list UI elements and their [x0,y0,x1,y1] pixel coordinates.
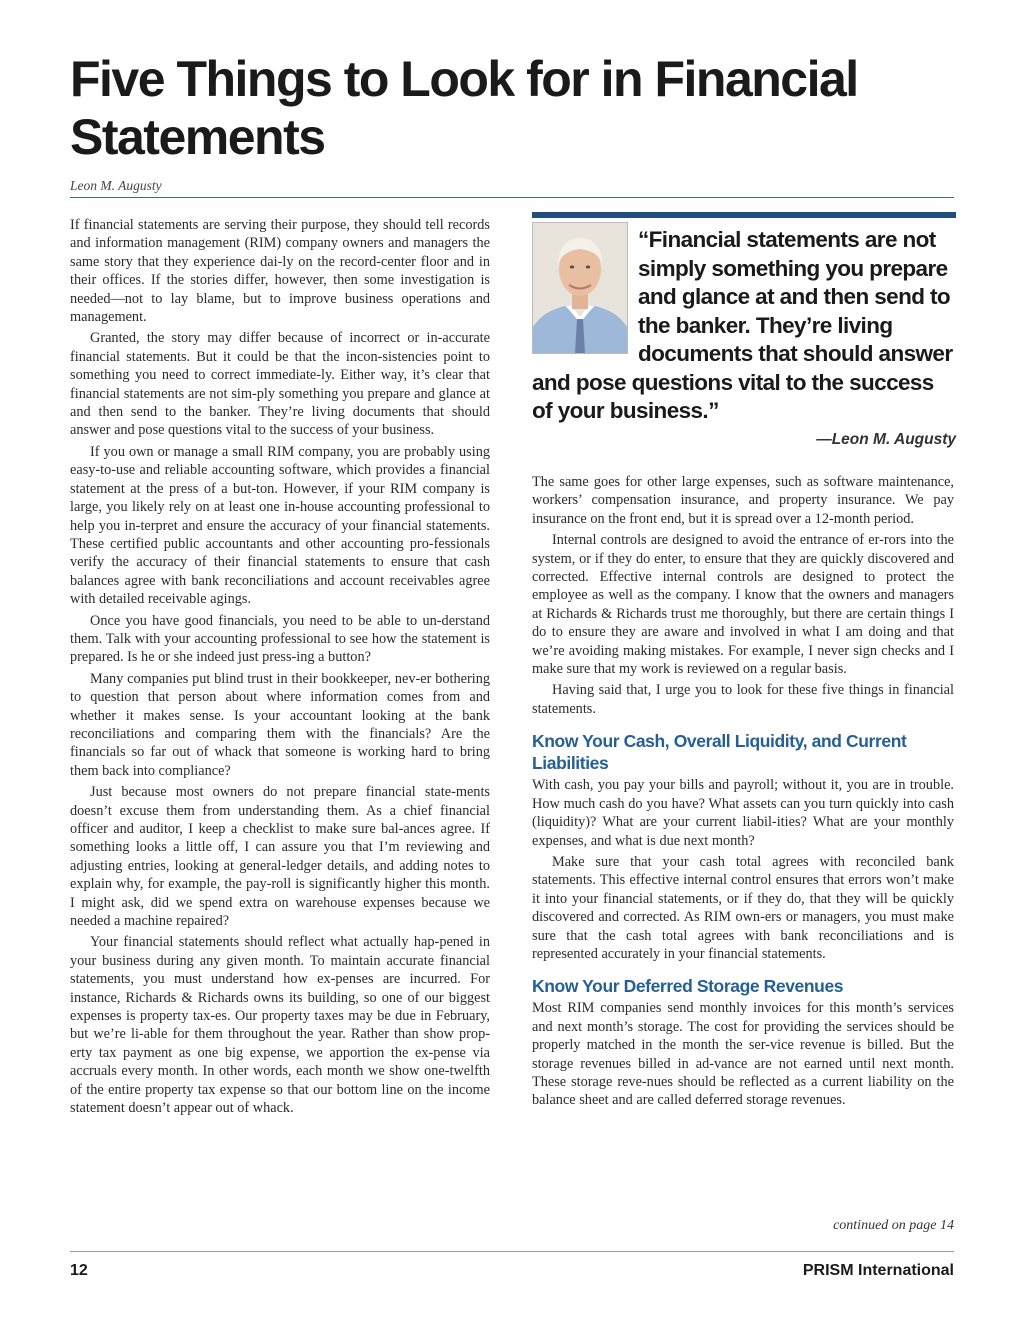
paragraph: If financial statements are serving their purpose, they should tell records and information management (RIM) company owners and managers the same story that they experience dai-ly on the record-center floor and in their offices. If the stories differ, however, then some investigation is needed—not to lay blame, but to improve business operations and management. [70,217,490,326]
paragraph: The same goes for other large expenses, such as software maintenance, workers’ compensation insurance, and property insurance. We pay insurance on the front end, but it is spread over a 12-month period. [532,474,954,527]
section-heading: Know Your Deferred Storage Revenues [532,976,844,997]
title-rule [70,197,954,198]
paragraph: Most RIM companies send monthly invoices for this month’s services and next month’s storage. The cost for providing the services should be properly matched in the month the ser-vice revenue is billed. But the storage revenues billed in ad-vance are not earned until next month. These storage reve-nues should be reflected as a current liability on the balance sheet and are called deferred storage revenues. [532,1000,954,1109]
paragraph: Internal controls are designed to avoid the entrance of er-rors into the system, or if they do enter, to ensure that they are quickly discovered and corrected. Effective internal controls are designed to protect the employee as well as the company. I know that the owners and managers at Richards & Richards trust me thoroughly, but there are certain things I do to ensure they are aware and involved in what I am doing and that we’re avoiding making mistakes. For example, I never sign checks and I make sure that my work is reviewed on a regular basis. [532,532,954,678]
pull-quote-attribution: —Leon M. Augusty [816,431,956,448]
article-title: Five Things to Look for in Financial Statements [70,51,858,165]
pull-quote-bar [532,212,956,218]
byline: Leon M. Augusty [70,178,162,193]
continued-note: continued on page 14 [833,1218,954,1233]
paragraph: Once you have good financials, you need to be able to un-derstand them. Talk with your accounting professional to see how the statement is prepared. Is he or she indeed just press-ing a button? [70,612,490,666]
publication-name: PRISM International [802,1262,954,1279]
paragraph: With cash, you pay your bills and payroll; without it, you are in trouble. How much cash do you have? What assets can you turn quickly into cash (liquidity)? What are your current liabil-ities? What are your monthly expenses, and what is due next month? [532,777,954,849]
paragraph: Your financial statements should reflect what actually hap-pened in your business during any given month. To maintain accurate financial statements, you must understand how ex-penses are incurred. For instance, Richards & Richards owns its building, so one of our biggest expenses is property tax-es. Our property taxes may be due in February, but we’re li-able for them throughout the year. Rather than show prop-erty tax payment as one big expense, we apportion the ex-pense via accruals every month. In other words, each month we show one-twelfth of the entire property tax expense so that our bottom line on the income statement doesn’t appear out of whack. [70,934,490,1117]
paragraph: Granted, the story may differ because of incorrect or in-accurate financial statements. But it could be that the incon-sistencies point to something you need to correct immediate-ly. Either way, it’s clear that financial statements are not sim-ply something you prepare and glance at and then send to the banker. They’re living documents that should answer and pose questions vital to the success of your business. [70,330,490,439]
paragraph: Just because most owners do not prepare financial state-ments doesn’t excuse them from understanding them. As a chief financial officer and auditor, I keep a checklist to make sure bal-ances agree. If something looks a little off, I can assure you that I’m reviewing and adjusting entries, looking at general-ledger details, and adding notes to explain why, for example, the pay-roll is significantly higher this month. I might ask, did we spend extra on warehouse expenses because we needed a machine repaired? [70,784,490,930]
paragraph: Having said that, I urge you to look for these five things in financial statements. [532,682,954,717]
page-number: 12 [70,1262,88,1279]
pull-quote-text: “Financial statements are not simply something you prepare and glance at and then send to the banker. They’re living documents that should answer and pose questions vital to the success of your business.” [532,227,953,423]
paragraph: Many companies put blind trust in their bookkeeper, nev-er bothering to question that person about where information comes from and whether it makes sense. Is your accountant looking at the bank reconciliations and comparing them with the financials? Are the financials so far out of whack that someone is working hard to bring them back into compliance? [70,670,490,779]
section-heading: Know Your Cash, Overall Liquidity, and Current Liabilities [532,731,907,774]
paragraph: Make sure that your cash total agrees with reconciled bank statements. This effective internal control ensures that errors won’t make it into your financial statements, or if they do, that they will be quickly discovered and corrected. As RIM own-ers or managers, you must make sure that the cash total agrees with bank reconciliations and is represented accurately in your financial statements. [532,853,954,962]
pull-quote [532,226,956,426]
left-column [70,216,490,1121]
paragraph: If you own or manage a small RIM company, you are probably using easy-to-use and reliable accounting software, which provides a financial statement at the press of a but-ton. However, if your RIM company is large, you likely rely on at least one in-house accounting professional to help you in-terpret and ensure the accuracy of your financial statements. These certified public accountants and other accounting pro-fessionals verify the accuracy of their financial statements to ensure that cash balances agree with bank reconciliations and account receivables agree with detailed receivable agings. [70,443,490,608]
right-column [532,473,954,1113]
footer-rule [70,1251,954,1252]
